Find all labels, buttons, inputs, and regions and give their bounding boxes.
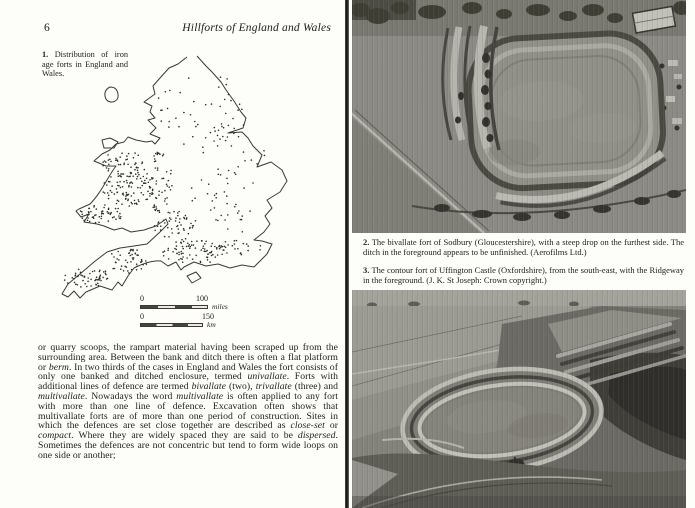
left-page bbox=[0, 0, 345, 508]
running-header: Hillforts of England and Wales bbox=[182, 22, 331, 34]
scale-km-unit: km bbox=[207, 320, 216, 329]
right-page bbox=[349, 0, 695, 508]
england-wales-coastline bbox=[62, 56, 287, 298]
figure-2-photo-sodbury bbox=[352, 0, 686, 233]
anglesey-island bbox=[102, 138, 118, 148]
captions-block bbox=[363, 238, 684, 294]
scale-miles-unit: miles bbox=[212, 302, 228, 311]
scale-miles-end: 100 bbox=[196, 294, 208, 303]
map-dots bbox=[64, 76, 265, 287]
body-text: or quarry scoops, the rampart material having been scraped up from the surrounding area. Between the bank and ditch there is often a flat platform or berm. In two thirds of the cases in England and Wales the fort consists of only one banked and ditched enclosure, termed univallate. Forts with additional lines of defence are termed bivallate (two), trivallate (three) and multivallate. Nowadays the word multivallate is often applied to any fort with more than one line of defence. Excavation often shows that multivallate forts are of more than one period of construction. Sites in which the defences are set close together are described as close-set or compact. Where they are widely spaced they are said to be dispersed. Sometimes the defences are not concentric but tend to form wide loops on one side or another; bbox=[38, 342, 339, 461]
scalebar-miles bbox=[140, 295, 292, 310]
scale-miles-start: 0 bbox=[140, 294, 144, 303]
isle-of-wight bbox=[187, 272, 201, 283]
scalebar-km bbox=[140, 313, 292, 328]
figure-3-caption: 3. The contour fort of Uffington Castle (Oxfordshire), from the south-east, with the Ridgeway in the foreground. (J. K. St Joseph: Crown copyright.) bbox=[363, 264, 684, 285]
page-number: 6 bbox=[44, 22, 50, 34]
scalebar-miles-bar bbox=[140, 305, 208, 309]
scalebar-km-bar bbox=[140, 323, 203, 327]
isle-of-man bbox=[105, 87, 118, 102]
scale-km-start: 0 bbox=[140, 312, 144, 321]
figure-1-caption: 1. Distribution of iron age forts in England and Wales. bbox=[42, 50, 128, 79]
figure-2-caption: 2. The bivallate fort of Sodbury (Gloucestershire), with a steep drop on the furthest side. The ditch in the foreground appears to be unfinished. (Aerofilms Ltd.) bbox=[363, 237, 684, 257]
scale-km-end: 150 bbox=[202, 312, 214, 321]
map-scale bbox=[140, 295, 292, 331]
figure-3-photo-uffington bbox=[352, 290, 686, 508]
